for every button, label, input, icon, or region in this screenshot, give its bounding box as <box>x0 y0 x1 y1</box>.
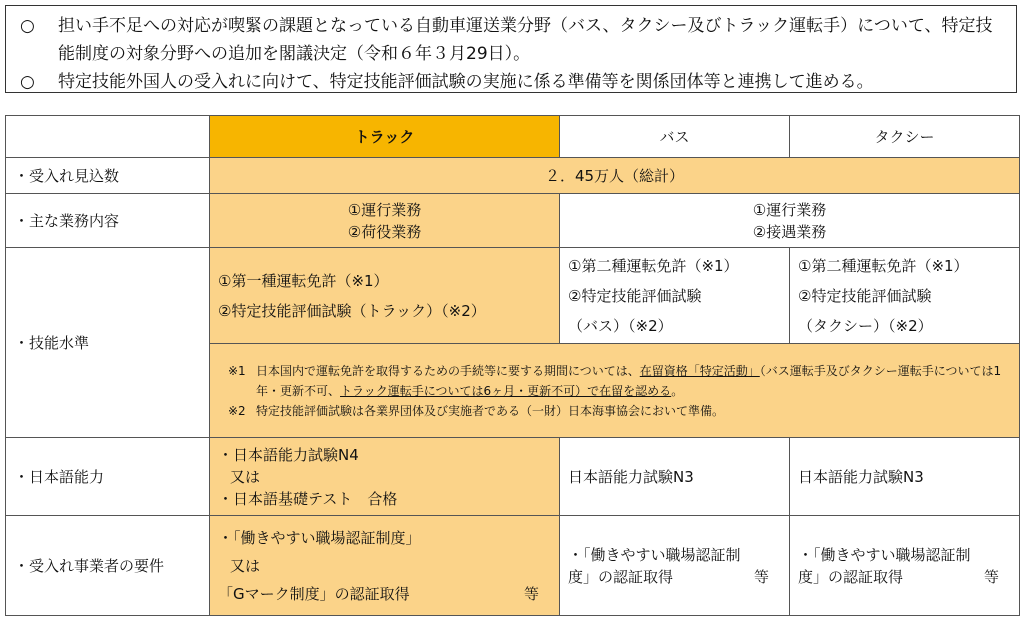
task-item: ②荷役業務 <box>347 222 422 241</box>
header-truck: トラック <box>210 116 560 158</box>
row-label-requirements: ・受入れ事業者の要件 <box>6 516 210 616</box>
footnote-key: ※1 <box>228 363 246 378</box>
skills-row <box>6 248 1020 344</box>
req-item <box>798 566 1011 588</box>
note-item <box>16 12 1006 68</box>
footnote-underlined: 在留資格「特定活動」 <box>639 363 760 378</box>
skill-item: ②特定技能評価試験（トラック）（※2） <box>218 301 486 320</box>
skill-item: ①第二種運転免許（※1） <box>798 256 969 275</box>
skill-item: ②特定技能評価試験 <box>568 286 702 305</box>
jp-item: ・日本語能力試験N4 <box>218 445 359 464</box>
skills-bus <box>560 248 790 344</box>
footnote-part: 。 <box>671 383 684 398</box>
skill-item: ①第二種運転免許（※1） <box>568 256 739 275</box>
skill-item: ①第一種運転免許（※1） <box>218 271 389 290</box>
tasks-row <box>6 194 1020 248</box>
requirements-bus <box>560 516 790 616</box>
etc-mark: 等 <box>753 567 769 586</box>
intake-row <box>6 158 1020 194</box>
japanese-truck <box>210 438 560 516</box>
jp-item: ・日本語基礎テスト 合格 <box>218 489 398 508</box>
footnote-2 <box>228 401 1011 421</box>
japanese-bus: 日本語能力試験N3 <box>560 438 790 516</box>
bullet-circle: ○ <box>20 16 35 36</box>
req-item: ・「働きやすい職場認証制度」 <box>218 528 421 547</box>
skill-item: （タクシー）（※2） <box>798 316 933 335</box>
japanese-taxi: 日本語能力試験N3 <box>790 438 1020 516</box>
req-item: ・「働きやすい職場認証制 <box>568 545 741 564</box>
note-text: 担い手不足への対応が喫緊の課題となっている自動車運送業分野（バス、タクシー及びトラック運転手）について、特定技能制度の対象分野への追加を閣議決定（令和６年３月29日）。 <box>58 16 993 64</box>
etc-mark: 等 <box>983 567 999 586</box>
requirements-row <box>6 516 1020 616</box>
header-taxi: タクシー <box>790 116 1020 158</box>
footnote-part: （バス運転手及びタクシー運転手については1年・更新不可、 <box>256 363 1002 398</box>
header-row <box>6 116 1020 158</box>
footnote-text: 特定技能評価試験は各業界団体及び実施者である（一財）日本海事協会において準備。 <box>256 403 725 418</box>
empty-corner-cell <box>6 116 210 158</box>
note-text: 特定技能外国人の受入れに向けて、特定技能評価試験の実施に係る準備等を関係団体等と連携して進める。 <box>58 72 874 92</box>
skills-notes <box>210 344 1020 438</box>
req-item <box>568 566 781 588</box>
jp-item: 又は <box>230 467 261 486</box>
footnote-underlined: トラック運転手については6ヶ月・更新不可）で在留を認める <box>340 383 672 398</box>
header-bus: バス <box>560 116 790 158</box>
row-label-skills: ・技能水準 <box>6 248 210 438</box>
comparison-table <box>5 115 1020 616</box>
note-item <box>16 68 1006 96</box>
requirements-taxi <box>790 516 1020 616</box>
tasks-bus-taxi <box>560 194 1020 248</box>
req-item: ・「働きやすい職場認証制 <box>798 545 971 564</box>
tasks-truck <box>210 194 560 248</box>
requirements-truck <box>210 516 560 616</box>
req-item <box>218 580 551 608</box>
req-text: 度」の認証取得 <box>798 567 904 586</box>
task-item: ①運行業務 <box>347 200 422 219</box>
req-text: 度」の認証取得 <box>568 567 674 586</box>
bullet-circle: ○ <box>20 72 35 92</box>
skill-item: ②特定技能評価試験 <box>798 286 932 305</box>
task-item: ①運行業務 <box>752 200 827 219</box>
req-item: 又は <box>230 556 261 575</box>
task-item: ②接遇業務 <box>752 222 827 241</box>
footnote-1 <box>228 361 1011 401</box>
req-text: 「Gマーク制度」の認証取得 <box>218 584 410 603</box>
footnote-part: 日本国内で運転免許を取得するための手続等に要する期間については、 <box>256 363 640 378</box>
skills-truck <box>210 248 560 344</box>
row-label-japanese: ・日本語能力 <box>6 438 210 516</box>
skill-item: （バス）（※2） <box>568 316 673 335</box>
etc-mark: 等 <box>523 584 539 603</box>
footnote-key: ※2 <box>228 403 246 418</box>
japanese-row <box>6 438 1020 516</box>
skills-taxi <box>790 248 1020 344</box>
footnote-text <box>256 361 1011 401</box>
row-label-intake: ・受入れ見込数 <box>6 158 210 194</box>
row-label-tasks: ・主な業務内容 <box>6 194 210 248</box>
intake-value: ２．45万人（総計） <box>210 158 1020 194</box>
summary-box <box>5 5 1017 93</box>
